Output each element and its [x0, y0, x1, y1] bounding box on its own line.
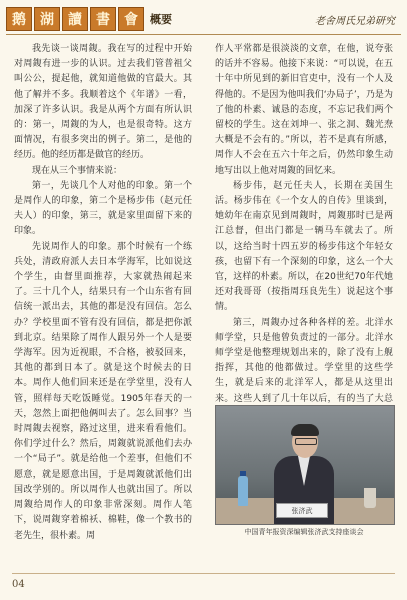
paragraph: 第三，周鍑办过各种各样的差。北洋水师学堂，只是他曾负责过的一部分。北洋水师学堂是他整理规划出来的，除了没有上舰指挥，其他的他都做过。学堂里的这些学生，就是后来的北洋军人，都是从这里出来。这些人到了几十年以后，有的当了大总 [215, 317, 393, 404]
left-column [14, 42, 192, 587]
header-divider [6, 34, 401, 35]
paragraph-continued: 作人平常都是很淡淡的文章，在他，说夸张的话并不容易。他接下来说：“可以说，在五十年中所见到的新旧官吏中，没有一个人及得他的。不是因为他叫我们‘办局子’，乃是为了他的朴素、诚恳的态度，不忘记我们两个留校的学生。这在刘坤一、张之洞、魏光焘大概是不会有的。”所以，若不是真有所感，周作人不会在五六十年之后，仍然印象生动地写出以上他对周鍑的回忆来。 [215, 44, 393, 176]
paragraph: 第一，先谈几个人对他的印象。第一个是周作人的印象，第二个是杨步伟（赵元任夫人）的印象，第三，就是家里面留下来的印象。 [14, 180, 192, 237]
paragraph: 现在从三个事情来说： [32, 165, 123, 176]
right-column [215, 42, 393, 402]
title-suffix: 概要 [150, 13, 172, 26]
photo-caption: 中国青年报资深编辑张济武支持座谈会 [244, 528, 364, 536]
footer-divider [12, 573, 395, 574]
paragraph: 我先谈一谈周鍑。我在写的过程中开始对周鍑有进一步的认识。过去我们管普祖父叫公公，提起他，就知道他做的官最大。其他了解并不多。我顺着这个《年谱》一看，加深了许多认识。我是从两个方面有所认识的：第一，周鍑的为人，也是很奇特。这方面情况，有很多突出的例子。第二，是他的经历。他的经历都是做官的经历。 [14, 44, 192, 161]
title-char-3: 讀 [62, 7, 88, 31]
magazine-title [6, 8, 186, 30]
title-char-4: 書 [90, 7, 116, 31]
title-char-5: 會 [118, 7, 144, 31]
nameplate: 张济武 [276, 503, 328, 518]
water-bottle-cap [240, 471, 246, 476]
paragraph: 杨步伟，赵元任夫人，长期在美国生活。杨步伟在《一个女人的自传》里谈到，她幼年在南京见到周鍑时，周鍑那时已是两江总督，但出门都是一辆马车就去了。所以，这给当时十四五岁的杨步伟这个年轻女孩，也留下有一个深刻的印象，这么一个大官，这样的朴素。所以，在20世纪70年代她还对我哥哥（按指周珏良先生）说起这个事情。 [215, 180, 393, 313]
title-char-2: 湖 [34, 7, 60, 31]
paragraph: 先说周作人的印象。那个时候有一个练兵处，清政府派人去日本学海军，比如说这个学生，由督里面推荐，大家就热闹起来了。三十几个人，结果只有一个山东省有回信统一派出去，其他的都是没有回信。怎么办？学校里面不管有没有回信，都是把你派到北京。结果除了周作人跟另外一个人是要学海军。因为近视眼，不合格，被驳回来，其他的都到日本了。就是这个时候去的日本。周作人他们回来还是在学堂里，没有人管，照样每天吃饭睡觉。1905年春天的一天，忽然上面把他俩叫去了。怎么回事？当时周鍑去视察，路过这里，进来看看他们。你们学过什么？然后，周鍑就说派他们去办一个“局子”。就是给他一个差事，但他们不愿意，就是愿意出国，于是周鍑就派他们出国改学别的。所以周作人也就出国了。所以周鍑给周作人的印象非常深刻。周作人笔下，说周鍑穿着棉袄、棉鞋，像一个教书的老先生，很朴素。周 [14, 241, 192, 541]
page-header [0, 0, 407, 40]
title-char-1: 鹅 [6, 7, 32, 31]
section-subject: 老舍周氏兄弟研究 [315, 16, 395, 27]
cup [364, 488, 376, 508]
speaker-glasses [295, 438, 317, 445]
speaker-photo [215, 405, 395, 525]
page-number: 04 [12, 579, 25, 590]
speaker-hair [291, 424, 319, 436]
water-bottle [238, 476, 248, 506]
